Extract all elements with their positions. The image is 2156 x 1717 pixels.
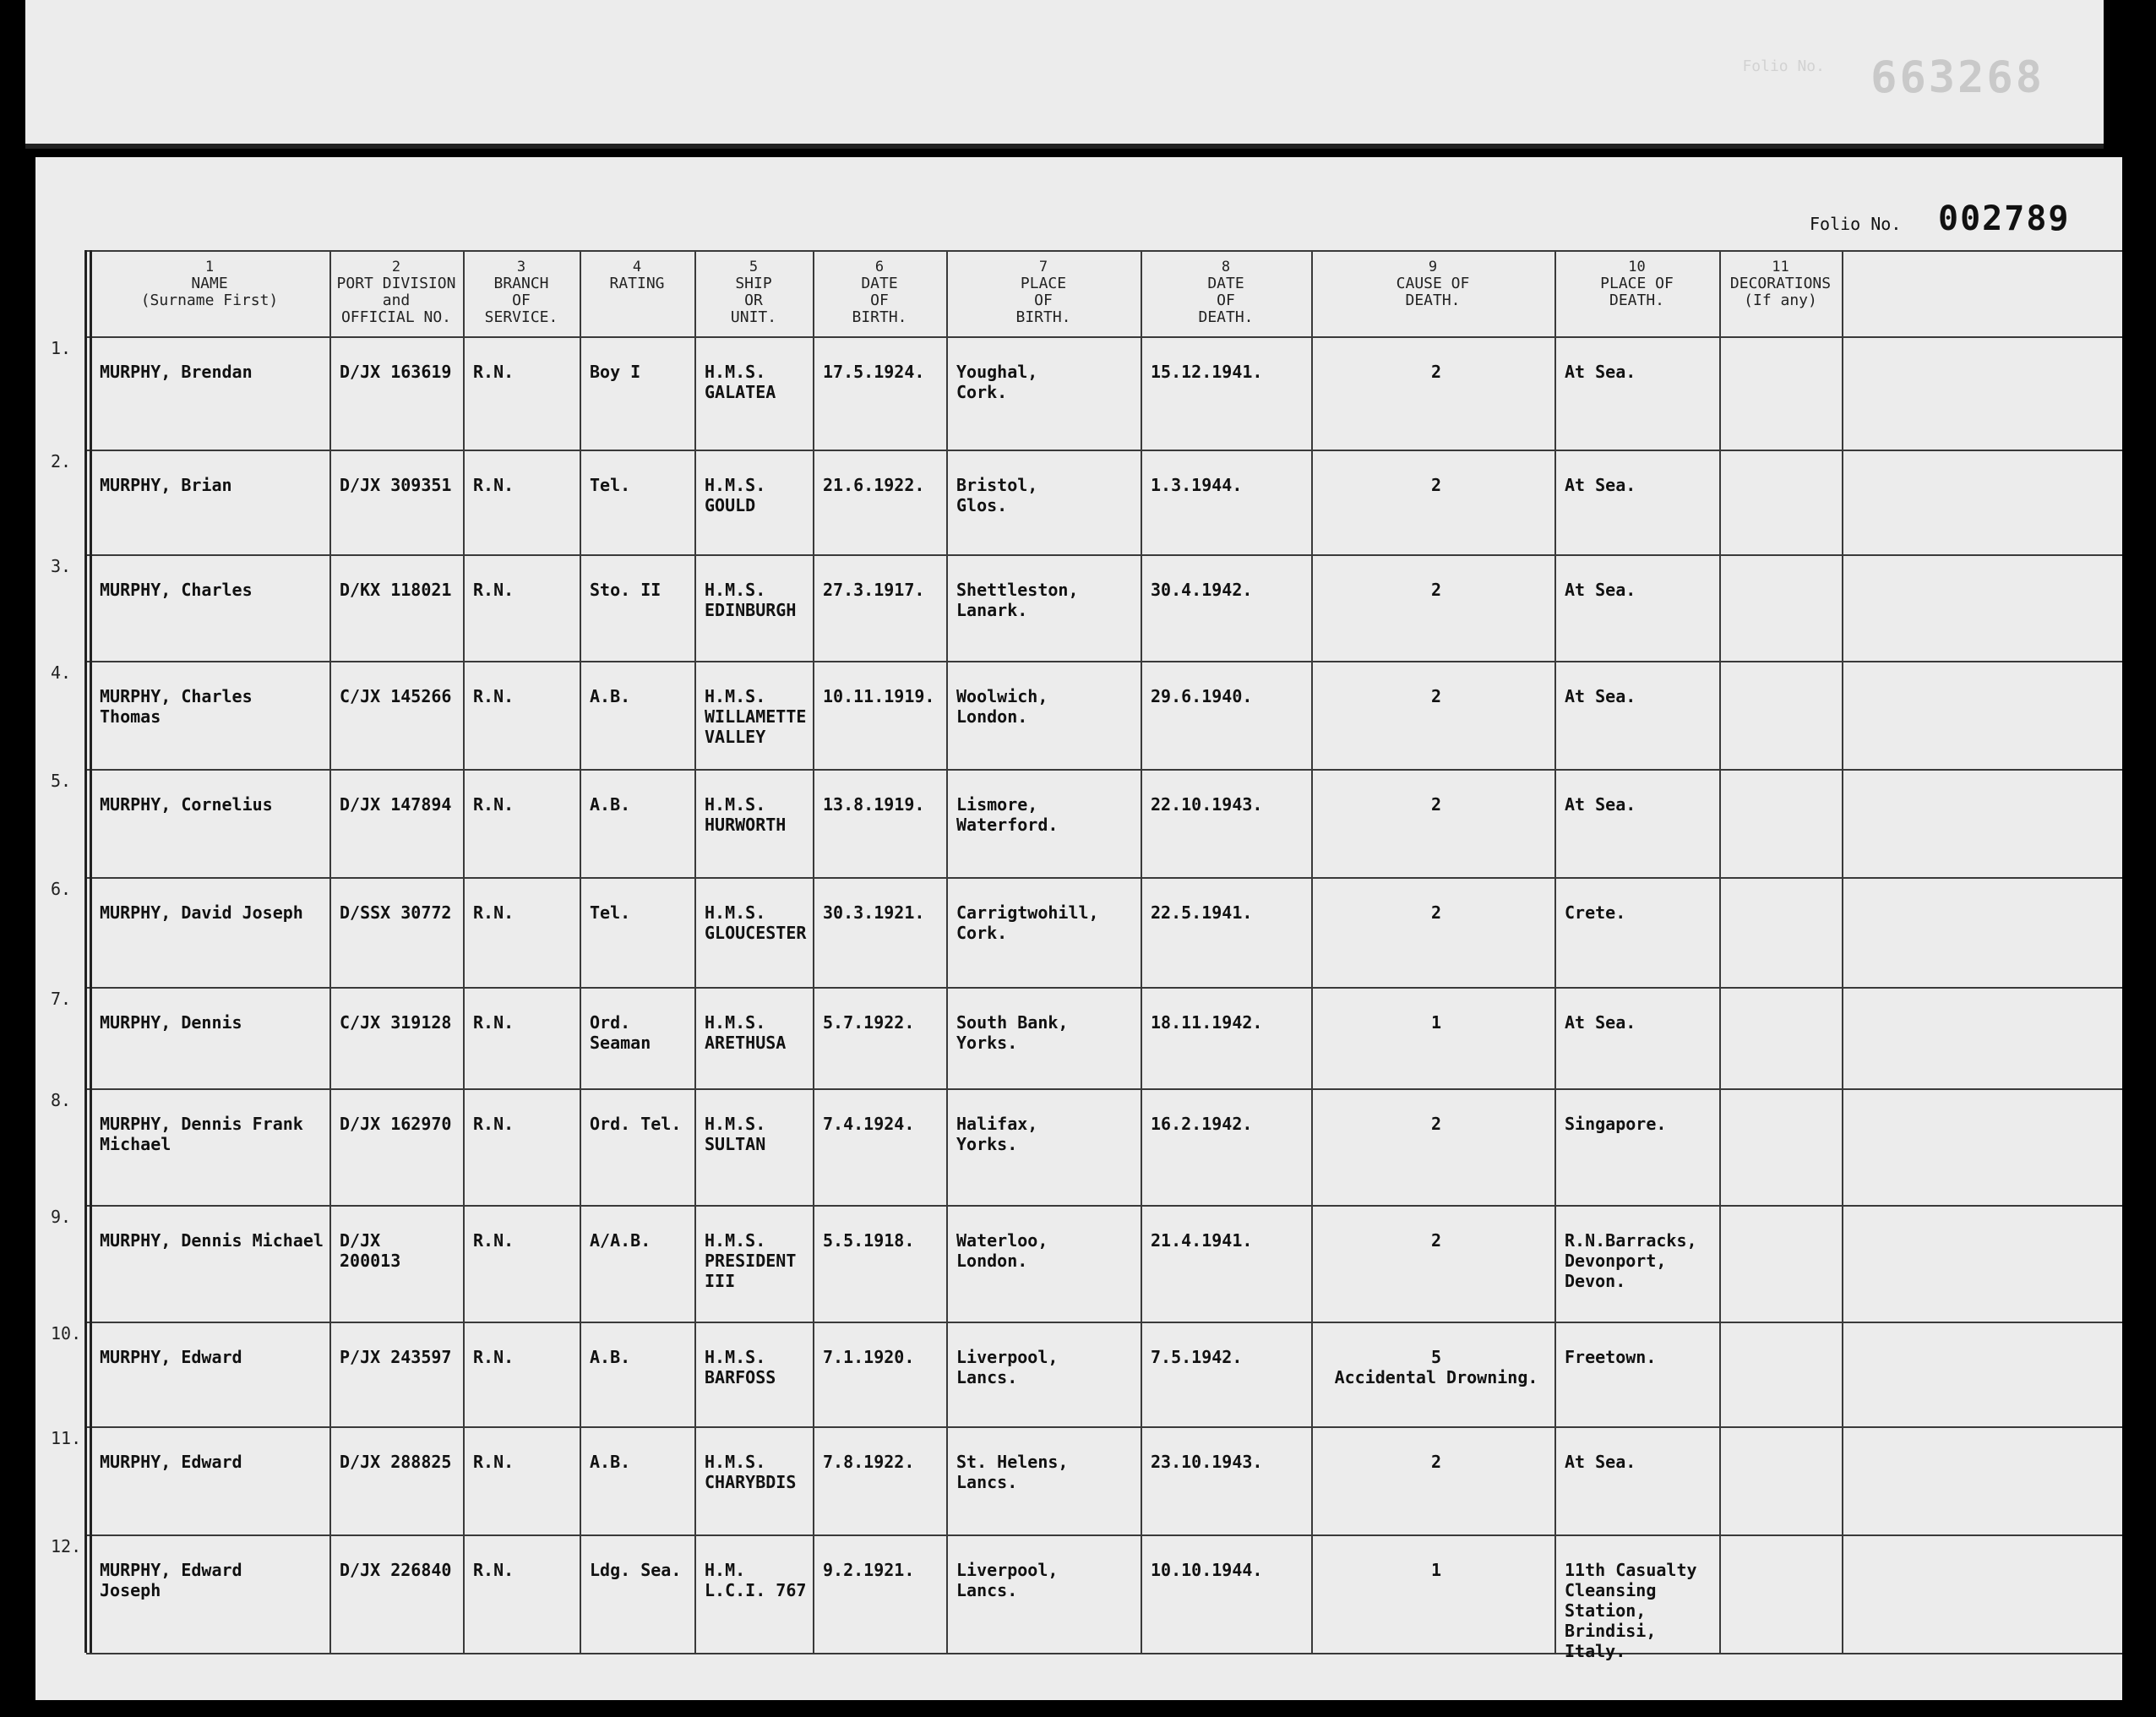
cell-ship: H.M.S. GALATEA	[705, 362, 776, 402]
cell-branch: R.N.	[473, 1560, 514, 1580]
cell-branch: R.N.	[473, 902, 514, 923]
column-title: RATING	[609, 275, 665, 292]
cell-place-of-death: R.N.Barracks, Devonport, Devon.	[1565, 1230, 1697, 1291]
cell-port-division: D/JX 200013	[340, 1230, 401, 1271]
cell-date-of-death: 1.3.1944.	[1151, 475, 1243, 495]
cell-date-of-birth: 30.3.1921.	[823, 902, 925, 923]
cell-cause-of-death: 1	[1430, 1560, 1442, 1580]
folio	[1810, 199, 2071, 238]
column-title: SHIP OR UNIT.	[730, 275, 777, 326]
column-title: DATE OF DEATH.	[1198, 275, 1254, 326]
column-header-name	[90, 259, 329, 309]
row-divider	[86, 1534, 2122, 1536]
cell-rating: Tel.	[590, 902, 631, 923]
cell-date-of-birth: 27.3.1917.	[823, 580, 925, 600]
cell-port-division: D/SSX 30772	[340, 902, 452, 923]
register-table	[42, 250, 2122, 1700]
column-number: 10	[1628, 259, 1646, 275]
row-divider	[86, 250, 2122, 252]
column-divider	[463, 250, 465, 1653]
cell-branch: R.N.	[473, 1452, 514, 1472]
row-divider	[86, 1426, 2122, 1428]
row-number: 3.	[51, 556, 72, 576]
cell-date-of-birth: 21.6.1922.	[823, 475, 925, 495]
cell-name: MURPHY, Edward	[100, 1347, 242, 1367]
row-number: 10.	[51, 1323, 82, 1344]
cell-name: MURPHY, Dennis Michael	[100, 1230, 324, 1251]
cell-date-of-death: 22.10.1943.	[1151, 794, 1263, 815]
column-title: PORT DIVISION and OFFICIAL NO.	[336, 275, 456, 326]
row-number: 7.	[51, 989, 72, 1009]
column-divider	[946, 250, 948, 1653]
column-number: 7	[1038, 259, 1048, 275]
column-number: 9	[1428, 259, 1438, 275]
column-header-port-division	[329, 259, 463, 326]
cell-branch: R.N.	[473, 1012, 514, 1033]
cell-place-of-birth: Waterloo, London.	[956, 1230, 1048, 1271]
cell-rating: A.B.	[590, 1347, 631, 1367]
row-divider	[86, 1322, 2122, 1323]
column-number: 5	[749, 259, 759, 275]
cell-rating: Ord. Seaman	[590, 1012, 651, 1053]
row-number: 4.	[51, 662, 72, 683]
cell-name: MURPHY, Dennis Frank Michael	[100, 1114, 303, 1154]
cell-branch: R.N.	[473, 475, 514, 495]
column-divider	[329, 250, 331, 1653]
cell-ship: H.M.S. WILLAMETTE VALLEY	[705, 686, 807, 747]
cell-ship: H.M.S. SULTAN	[705, 1114, 766, 1154]
row-divider	[86, 1653, 2122, 1654]
column-divider	[1311, 250, 1313, 1653]
cell-port-division: C/JX 145266	[340, 686, 452, 706]
column-header-cause-of-death	[1311, 259, 1554, 309]
cell-ship: H.M.S. GOULD	[705, 475, 766, 515]
cell-place-of-death: Crete.	[1565, 902, 1626, 923]
cell-cause-of-death: 1	[1430, 1012, 1442, 1033]
cell-rating: A.B.	[590, 1452, 631, 1472]
column-divider	[84, 250, 87, 1653]
cell-place-of-birth: Shettleston, Lanark.	[956, 580, 1079, 620]
cell-place-of-birth: Lismore, Waterford.	[956, 794, 1059, 835]
cell-ship: H.M.S. ARETHUSA	[705, 1012, 787, 1053]
column-header-rating	[580, 259, 694, 292]
cell-name: MURPHY, Edward	[100, 1452, 242, 1472]
row-number: 1.	[51, 338, 72, 358]
column-header-date-of-birth	[813, 259, 946, 326]
cell-place-of-death: At Sea.	[1565, 580, 1636, 600]
cell-cause-of-death: 2	[1430, 362, 1442, 382]
cell-date-of-birth: 7.8.1922.	[823, 1452, 915, 1472]
cell-date-of-birth: 17.5.1924.	[823, 362, 925, 382]
cell-branch: R.N.	[473, 1230, 514, 1251]
cell-date-of-birth: 7.4.1924.	[823, 1114, 915, 1134]
register-sheet	[35, 157, 2122, 1700]
cell-date-of-death: 15.12.1941.	[1151, 362, 1263, 382]
cell-place-of-death: At Sea.	[1565, 475, 1636, 495]
cell-port-division: D/JX 147894	[340, 794, 452, 815]
cell-branch: R.N.	[473, 1347, 514, 1367]
cell-port-division: D/JX 288825	[340, 1452, 452, 1472]
column-divider	[90, 250, 92, 1653]
column-title: PLACE OF DEATH.	[1600, 275, 1674, 309]
cell-date-of-death: 18.11.1942.	[1151, 1012, 1263, 1033]
column-header-branch	[463, 259, 580, 326]
cell-date-of-death: 29.6.1940.	[1151, 686, 1253, 706]
cell-cause-of-death: 2	[1430, 580, 1442, 600]
cell-place-of-death: Singapore.	[1565, 1114, 1667, 1134]
row-divider	[86, 877, 2122, 879]
cell-branch: R.N.	[473, 794, 514, 815]
row-divider	[86, 1088, 2122, 1090]
column-header-decorations	[1719, 259, 1842, 309]
cell-date-of-birth: 5.7.1922.	[823, 1012, 915, 1033]
column-divider	[1842, 250, 1843, 1653]
cell-place-of-birth: Carrigtwohill, Cork.	[956, 902, 1099, 943]
cell-port-division: P/JX 243597	[340, 1347, 452, 1367]
cell-cause-of-death: 2	[1430, 1230, 1442, 1251]
cell-date-of-birth: 7.1.1920.	[823, 1347, 915, 1367]
column-divider	[694, 250, 696, 1653]
cell-branch: R.N.	[473, 580, 514, 600]
cell-ship: H.M.S. EDINBURGH	[705, 580, 797, 620]
row-number: 8.	[51, 1090, 72, 1110]
column-number: 6	[874, 259, 885, 275]
cell-cause-of-death: 2	[1430, 475, 1442, 495]
cell-place-of-birth: Liverpool, Lancs.	[956, 1560, 1059, 1600]
column-divider	[1719, 250, 1721, 1653]
row-number: 5.	[51, 771, 72, 791]
row-divider	[86, 1205, 2122, 1207]
row-divider	[86, 661, 2122, 662]
row-divider	[86, 769, 2122, 771]
folio-number: 002789	[1938, 199, 2071, 238]
cell-ship: H.M.S. GLOUCESTER	[705, 902, 807, 943]
column-title: DATE OF BIRTH.	[852, 275, 907, 326]
column-divider	[1141, 250, 1142, 1653]
cell-rating: A.B.	[590, 794, 631, 815]
cell-port-division: C/JX 319128	[340, 1012, 452, 1033]
cell-date-of-birth: 10.11.1919.	[823, 686, 935, 706]
cell-rating: Sto. II	[590, 580, 662, 600]
cell-cause-of-death: 2	[1430, 686, 1442, 706]
column-divider	[580, 250, 581, 1653]
cell-date-of-death: 22.5.1941.	[1151, 902, 1253, 923]
cell-port-division: D/KX 118021	[340, 580, 452, 600]
cell-place-of-death: 11th Casualty Cleansing Station, Brindisi, Italy.	[1565, 1560, 1697, 1661]
cell-cause-of-death: 2	[1430, 902, 1442, 923]
cell-name: MURPHY, Brian	[100, 475, 232, 495]
cell-date-of-death: 23.10.1943.	[1151, 1452, 1263, 1472]
column-title: NAME (Surname First)	[140, 275, 279, 309]
cell-rating: Ldg. Sea.	[590, 1560, 682, 1580]
cell-ship: H.M.S. HURWORTH	[705, 794, 787, 835]
cell-branch: R.N.	[473, 362, 514, 382]
back-sheet	[25, 0, 2104, 149]
row-divider	[86, 336, 2122, 338]
cell-port-division: D/JX 226840	[340, 1560, 452, 1580]
cell-ship: H.M.S. PRESIDENT III	[705, 1230, 797, 1291]
cell-port-division: D/JX 163619	[340, 362, 452, 382]
cell-date-of-death: 7.5.1942.	[1151, 1347, 1243, 1367]
cell-name: MURPHY, Charles Thomas	[100, 686, 253, 727]
column-number: 3	[516, 259, 526, 275]
cell-date-of-birth: 13.8.1919.	[823, 794, 925, 815]
cell-name: MURPHY, Cornelius	[100, 794, 273, 815]
column-header-date-of-death	[1141, 259, 1311, 326]
cell-rating: Ord. Tel.	[590, 1114, 682, 1134]
cell-place-of-birth: Liverpool, Lancs.	[956, 1347, 1059, 1387]
cell-ship: H.M. L.C.I. 767	[705, 1560, 807, 1600]
cell-cause-of-death: 2	[1430, 1114, 1442, 1134]
cell-place-of-death: At Sea.	[1565, 1012, 1636, 1033]
cell-date-of-death: 21.4.1941.	[1151, 1230, 1253, 1251]
column-title: DECORATIONS (If any)	[1729, 275, 1832, 309]
column-number: 4	[632, 259, 642, 275]
cell-place-of-birth: South Bank, Yorks.	[956, 1012, 1069, 1053]
cell-place-of-death: Freetown.	[1565, 1347, 1657, 1367]
cell-rating: Boy I	[590, 362, 641, 382]
column-header-place-of-birth	[946, 259, 1141, 326]
cell-port-division: D/JX 309351	[340, 475, 452, 495]
cell-port-division: D/JX 162970	[340, 1114, 452, 1134]
cell-date-of-birth: 9.2.1921.	[823, 1560, 915, 1580]
column-title: CAUSE OF DEATH.	[1396, 275, 1470, 309]
back-folio-label: Folio No.	[1742, 57, 1825, 75]
row-divider	[86, 554, 2122, 556]
column-header-place-of-death	[1554, 259, 1719, 309]
column-number: 2	[391, 259, 401, 275]
cell-name: MURPHY, Brendan	[100, 362, 253, 382]
cell-place-of-death: At Sea.	[1565, 686, 1636, 706]
cell-place-of-death: At Sea.	[1565, 1452, 1636, 1472]
cell-cause-of-death: 5 Accidental Drowning.	[1334, 1347, 1538, 1387]
cell-place-of-death: At Sea.	[1565, 794, 1636, 815]
cell-name: MURPHY, Charles	[100, 580, 253, 600]
cell-place-of-death: At Sea.	[1565, 362, 1636, 382]
row-number: 9.	[51, 1207, 72, 1227]
cell-place-of-birth: Woolwich, London.	[956, 686, 1048, 727]
back-folio-number: 663268	[1870, 52, 2044, 103]
cell-name: MURPHY, Edward Joseph	[100, 1560, 242, 1600]
folio-label: Folio No.	[1810, 214, 1902, 234]
cell-branch: R.N.	[473, 686, 514, 706]
cell-place-of-birth: Bristol, Glos.	[956, 475, 1038, 515]
cell-rating: A.B.	[590, 686, 631, 706]
column-number: 1	[204, 259, 215, 275]
row-number: 12.	[51, 1536, 82, 1556]
row-number: 6.	[51, 879, 72, 899]
column-header-ship	[694, 259, 813, 326]
row-divider	[86, 987, 2122, 989]
cell-name: MURPHY, David Joseph	[100, 902, 303, 923]
column-divider	[1554, 250, 1556, 1653]
column-number: 8	[1221, 259, 1231, 275]
row-number: 2.	[51, 451, 72, 471]
cell-place-of-birth: St. Helens, Lancs.	[956, 1452, 1069, 1492]
cell-place-of-birth: Youghal, Cork.	[956, 362, 1038, 402]
cell-date-of-death: 10.10.1944.	[1151, 1560, 1263, 1580]
column-number: 11	[1772, 259, 1789, 275]
cell-cause-of-death: 2	[1430, 1452, 1442, 1472]
row-number: 11.	[51, 1428, 82, 1448]
cell-date-of-death: 16.2.1942.	[1151, 1114, 1253, 1134]
cell-rating: Tel.	[590, 475, 631, 495]
cell-place-of-birth: Halifax, Yorks.	[956, 1114, 1038, 1154]
cell-branch: R.N.	[473, 1114, 514, 1134]
column-title: PLACE OF BIRTH.	[1015, 275, 1071, 326]
cell-date-of-birth: 5.5.1918.	[823, 1230, 915, 1251]
cell-rating: A/A.B.	[590, 1230, 651, 1251]
column-title: BRANCH OF SERVICE.	[484, 275, 558, 326]
row-divider	[86, 450, 2122, 451]
column-divider	[813, 250, 814, 1653]
cell-ship: H.M.S. CHARYBDIS	[705, 1452, 797, 1492]
cell-ship: H.M.S. BARFOSS	[705, 1347, 776, 1387]
cell-name: MURPHY, Dennis	[100, 1012, 242, 1033]
cell-cause-of-death: 2	[1430, 794, 1442, 815]
cell-date-of-death: 30.4.1942.	[1151, 580, 1253, 600]
